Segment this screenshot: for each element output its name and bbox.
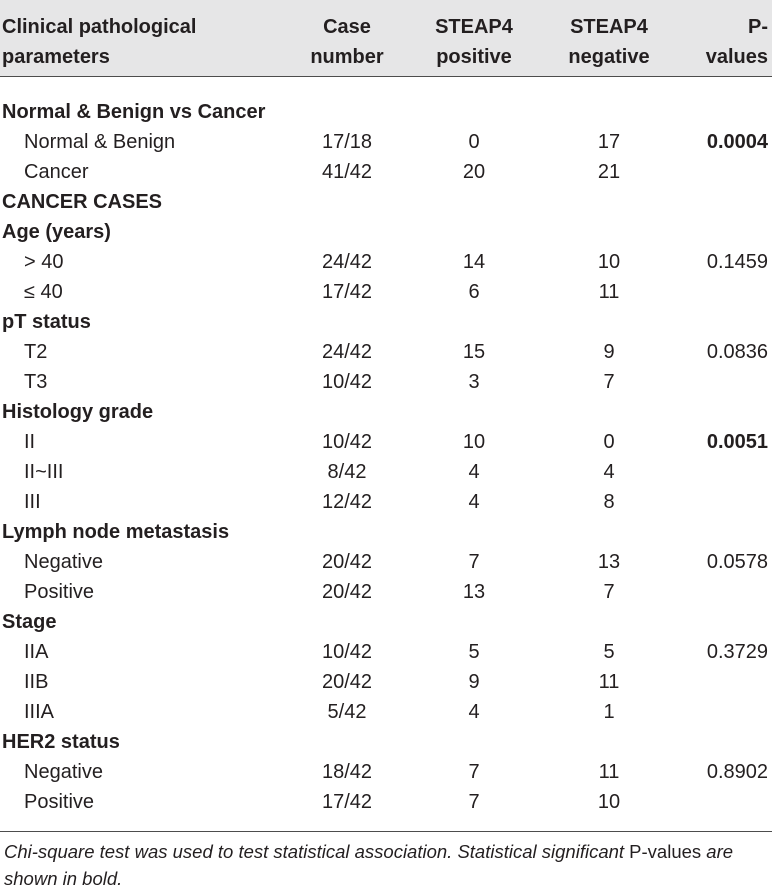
row-label: Negative bbox=[24, 550, 103, 573]
section-header-row bbox=[0, 217, 772, 247]
section-label: Normal & Benign vs Cancer bbox=[2, 100, 266, 123]
p-value-cell bbox=[678, 787, 772, 823]
case-number-cell: 17/18 bbox=[321, 130, 373, 153]
row-label: IIA bbox=[24, 640, 49, 663]
section-header-row bbox=[0, 727, 772, 757]
header-steap4-positive bbox=[408, 0, 540, 76]
steap4-negative-cell: 10 bbox=[597, 250, 621, 273]
header-negative-line1: STEAP4 bbox=[570, 16, 648, 38]
header-case-line1: Case bbox=[323, 16, 371, 38]
p-value-cell: 0.0051 bbox=[706, 430, 768, 453]
header-case-number bbox=[280, 0, 408, 76]
section-label: HER2 status bbox=[2, 730, 120, 753]
steap4-negative-cell: 11 bbox=[598, 760, 620, 783]
row-label: II~III bbox=[24, 460, 64, 483]
steap4-positive-cell: 20 bbox=[462, 160, 486, 183]
steap4-positive-cell: 4 bbox=[468, 490, 480, 513]
section-label: Lymph node metastasis bbox=[2, 520, 230, 543]
case-number-cell: 10/42 bbox=[321, 370, 373, 393]
case-number-cell: 17/42 bbox=[321, 280, 373, 303]
p-value-cell: 0.1459 bbox=[706, 250, 768, 273]
table-row bbox=[0, 487, 772, 517]
table-row bbox=[0, 757, 772, 787]
case-number-cell: 24/42 bbox=[321, 250, 373, 273]
steap4-positive-cell: 6 bbox=[468, 280, 480, 303]
steap4-negative-cell: 4 bbox=[603, 460, 615, 483]
table-row bbox=[0, 637, 772, 667]
steap4-positive-cell: 7 bbox=[468, 550, 480, 573]
case-number-cell: 18/42 bbox=[321, 760, 373, 783]
steap4-positive-cell: 3 bbox=[468, 370, 480, 393]
footnote-text-1: Chi-square test was used to test statistical association. Statistical significant bbox=[4, 840, 630, 862]
header-parameters-line1: Clinical pathological bbox=[2, 16, 197, 38]
steap4-positive-cell: 4 bbox=[468, 460, 480, 483]
case-number-cell: 20/42 bbox=[321, 550, 373, 573]
p-value-cell bbox=[678, 487, 772, 517]
header-steap4-negative bbox=[540, 0, 678, 76]
steap4-negative-cell: 8 bbox=[603, 490, 615, 513]
section-header-row bbox=[0, 517, 772, 547]
section-header-row bbox=[0, 187, 772, 217]
table-row bbox=[0, 577, 772, 607]
table-footnote bbox=[0, 832, 772, 892]
steap4-positive-cell: 7 bbox=[468, 790, 480, 813]
steap4-negative-cell: 9 bbox=[603, 340, 615, 363]
row-label: Cancer bbox=[24, 160, 89, 183]
p-value-cell: 0.0578 bbox=[706, 550, 768, 573]
steap4-positive-cell: 15 bbox=[462, 340, 486, 363]
spacer-row bbox=[0, 76, 772, 97]
row-label: > 40 bbox=[24, 250, 64, 273]
row-label: ≤ 40 bbox=[24, 280, 63, 303]
steap4-negative-cell: 0 bbox=[603, 430, 615, 453]
steap4-negative-cell: 21 bbox=[597, 160, 621, 183]
section-header-row bbox=[0, 307, 772, 337]
steap4-negative-cell: 13 bbox=[597, 550, 621, 573]
row-label: Negative bbox=[24, 760, 103, 783]
case-number-cell: 10/42 bbox=[321, 640, 373, 663]
p-value-cell bbox=[678, 157, 772, 187]
steap4-negative-cell: 5 bbox=[603, 640, 615, 663]
p-value-cell: 0.3729 bbox=[706, 640, 768, 663]
steap4-negative-cell: 7 bbox=[603, 580, 615, 603]
steap4-positive-cell: 0 bbox=[468, 130, 480, 153]
table-row bbox=[0, 697, 772, 727]
table-row bbox=[0, 457, 772, 487]
row-label: Positive bbox=[24, 580, 95, 603]
p-value-cell bbox=[678, 667, 772, 697]
p-value-cell bbox=[678, 697, 772, 727]
steap4-positive-cell: 13 bbox=[462, 580, 486, 603]
steap4-positive-cell: 14 bbox=[462, 250, 486, 273]
section-label: Histology grade bbox=[2, 400, 154, 423]
steap4-positive-cell: 5 bbox=[468, 640, 480, 663]
steap4-negative-cell: 11 bbox=[598, 670, 620, 693]
table-row bbox=[0, 157, 772, 187]
steap4-positive-cell: 7 bbox=[468, 760, 480, 783]
steap4-negative-cell: 17 bbox=[597, 130, 621, 153]
footnote-pvalues: P-values bbox=[629, 840, 702, 862]
header-positive-line2: positive bbox=[436, 46, 512, 68]
steap4-positive-cell: 10 bbox=[462, 430, 486, 453]
case-number-cell: 20/42 bbox=[321, 670, 373, 693]
p-value-cell: 0.0836 bbox=[706, 340, 768, 363]
case-number-cell: 8/42 bbox=[327, 460, 367, 483]
steap4-negative-cell: 10 bbox=[597, 790, 621, 813]
p-value-cell bbox=[678, 367, 772, 397]
section-label: CANCER CASES bbox=[2, 190, 163, 213]
table-row bbox=[0, 337, 772, 367]
header-parameters-line2: parameters bbox=[2, 46, 110, 68]
row-label: IIB bbox=[24, 670, 49, 693]
table-row bbox=[0, 127, 772, 157]
row-label: IIIA bbox=[24, 700, 55, 723]
header-p-line2: values bbox=[705, 46, 768, 68]
table-row bbox=[0, 787, 772, 823]
row-label: II bbox=[24, 430, 36, 453]
header-row bbox=[0, 0, 772, 76]
case-number-cell: 5/42 bbox=[327, 700, 367, 723]
p-value-cell bbox=[678, 277, 772, 307]
footnote-text-2: are shown in bold. bbox=[4, 840, 734, 889]
steap4-positive-cell: 9 bbox=[468, 670, 480, 693]
section-header-row bbox=[0, 397, 772, 427]
steap4-negative-cell: 1 bbox=[603, 700, 615, 723]
table-row bbox=[0, 427, 772, 457]
case-number-cell: 20/42 bbox=[321, 580, 373, 603]
section-label: Stage bbox=[2, 610, 57, 633]
section-header-row bbox=[0, 97, 772, 127]
section-header-row bbox=[0, 607, 772, 637]
p-value-cell bbox=[678, 577, 772, 607]
case-number-cell: 41/42 bbox=[321, 160, 373, 183]
header-negative-line2: negative bbox=[568, 46, 650, 68]
header-p-line1: P- bbox=[748, 16, 768, 38]
header-p-values bbox=[678, 0, 772, 76]
case-number-cell: 10/42 bbox=[321, 430, 373, 453]
steap4-negative-cell: 7 bbox=[603, 370, 615, 393]
table-header bbox=[0, 0, 772, 76]
table-row bbox=[0, 667, 772, 697]
table-row bbox=[0, 367, 772, 397]
steap4-negative-cell: 11 bbox=[598, 280, 620, 303]
p-value-cell bbox=[678, 457, 772, 487]
row-label: T3 bbox=[24, 370, 48, 393]
table-row bbox=[0, 547, 772, 577]
row-label: III bbox=[24, 490, 41, 513]
case-number-cell: 24/42 bbox=[321, 340, 373, 363]
p-value-cell: 0.0004 bbox=[706, 130, 768, 153]
table-row bbox=[0, 277, 772, 307]
header-positive-line1: STEAP4 bbox=[435, 16, 513, 38]
case-number-cell: 12/42 bbox=[321, 490, 373, 513]
table-body bbox=[0, 76, 772, 823]
table-row bbox=[0, 247, 772, 277]
header-case-line2: number bbox=[310, 46, 384, 68]
section-label: Age (years) bbox=[2, 220, 111, 243]
section-label: pT status bbox=[2, 310, 91, 333]
row-label: Normal & Benign bbox=[24, 130, 176, 153]
row-label: Positive bbox=[24, 790, 95, 813]
row-label: T2 bbox=[24, 340, 48, 363]
case-number-cell: 17/42 bbox=[321, 790, 373, 813]
p-value-cell: 0.8902 bbox=[706, 760, 768, 783]
steap4-positive-cell: 4 bbox=[468, 700, 480, 723]
header-parameters bbox=[0, 0, 280, 76]
